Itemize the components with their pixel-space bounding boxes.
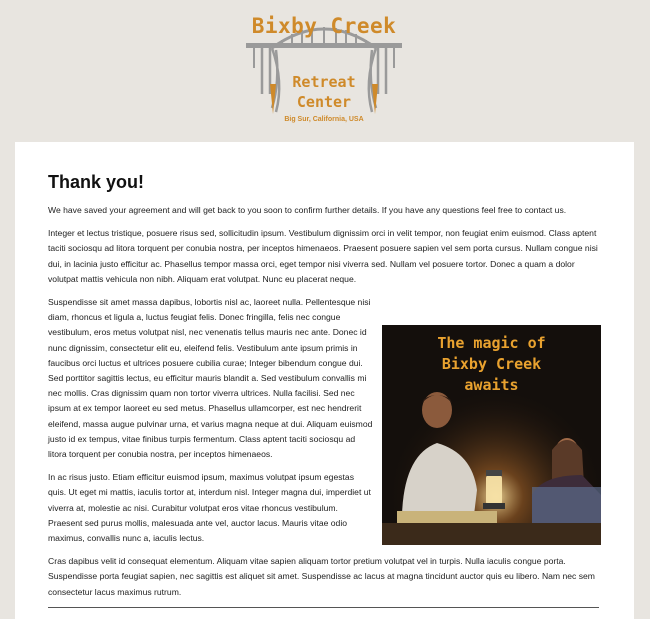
site-logo[interactable] bbox=[244, 12, 404, 130]
campfire-photo bbox=[382, 325, 601, 545]
confirmation-paragraph: We have saved your agreement and will get back to you soon to confirm further details. If you have any questions feel free to contact us. bbox=[48, 205, 567, 215]
photo-caption bbox=[382, 333, 601, 396]
body-paragraph: Suspendisse sit amet massa dapibus, lobortis nisl ac, laoreet nulla. Pellentesque nisi diam, rhoncus et ligula a, luctus feugiat felis. Donec fringilla, felis nec congue vestibulum, eros metus volutpat nisl, nec venenatis tellus mauris nec ante. Donec id nunc dignissim, consectetur elit eu, eleifend felis. Vestibulum ante ipsum primis in faucibus orci luctus et ultrices posuere cubilia curae; Integer bibendum congue dui. Sed porttitor sagittis lectus, eu efficitur mauris blandit a. Sed vestibulum convallis mi nec mollis. Cras dignissim quam non tortor viverra ultrices. Nulla facilisi. Sed nec ipsum at ex tempor laoreet eu sed metus. Phasellus ullamcorper, est nec hendrerit eleifend, massa augue pulvinar urna, et varius magna neque at dui. Aliquam euismod justo id ex tempus, vitae finibus turpis fermentum. Class aptent taciti sociosqu ad litora torquent per conubia nostra, per inceptos himenaeos. bbox=[48, 297, 373, 460]
main-content bbox=[48, 142, 601, 600]
main-card bbox=[15, 142, 634, 619]
page-title: Thank you! bbox=[48, 172, 145, 192]
body-paragraph: In ac risus justo. Etiam efficitur euismod ipsum, maximus volutpat ipsum egestas quis. Ut eget mi mattis, iaculis tortor at, interdum nisl. Integer magna dui, imperdiet ut viverra at, molestie ac nisi. Curabitur volutpat eros vitae rhoncus vestibulum. Praesent sed purus mollis, malesuada ante vel, auctor lacus. Mauris vitae odio maximus, convallis nunc a, iaculis lectus. bbox=[48, 472, 371, 544]
photo-caption-line: Bixby Creek bbox=[441, 355, 542, 374]
body-paragraph: Cras dapibus velit id consequat elementum. Aliquam vitae sapien aliquam tortor pretium volutpat vel in turpis. Nulla iaculis congue porta. Suspendisse porta feugiat sapien, nec sagittis est aliquet sit amet. Suspendisse ac lacus at magna tincidunt auctor quis eu libero. Nam nec sem consectetur lacus maximus rutrum. bbox=[48, 556, 595, 597]
logo-title: Bixby Creek bbox=[251, 14, 397, 38]
body-paragraph-with-photo bbox=[48, 295, 601, 462]
logo-subtitle-line1: Retreat bbox=[292, 73, 356, 91]
footer-divider bbox=[48, 607, 599, 608]
logo-subtitle bbox=[244, 72, 404, 112]
logo-location: Big Sur, California, USA bbox=[284, 116, 364, 123]
site-header bbox=[0, 0, 650, 142]
body-paragraph: Integer et lectus tristique, posuere risus sed, sollicitudin ipsum. Vestibulum dignissim orci in velit tempor, non feugiat enim euismod. Class aptent taciti sociosqu ad litora torquent per conubia nostra, per inceptos himenaeos. Praesent posuere sapien vel sem porta cursus. Nullam congue nisi dui, in lacinia justo efficitur ac. Phasellus tempor massa orci, eget tempor nisi viverra sed. Nullam vel posuere tortor. Donec a quam a dolor volutpat mattis vehicula non nibh. Aliquam erat volutpat. Nunc eu placerat neque. bbox=[48, 228, 598, 284]
logo-subtitle-line2: Center bbox=[296, 93, 352, 111]
photo-caption-line: The magic of bbox=[437, 334, 546, 353]
photo-caption-line: awaits bbox=[464, 376, 519, 395]
